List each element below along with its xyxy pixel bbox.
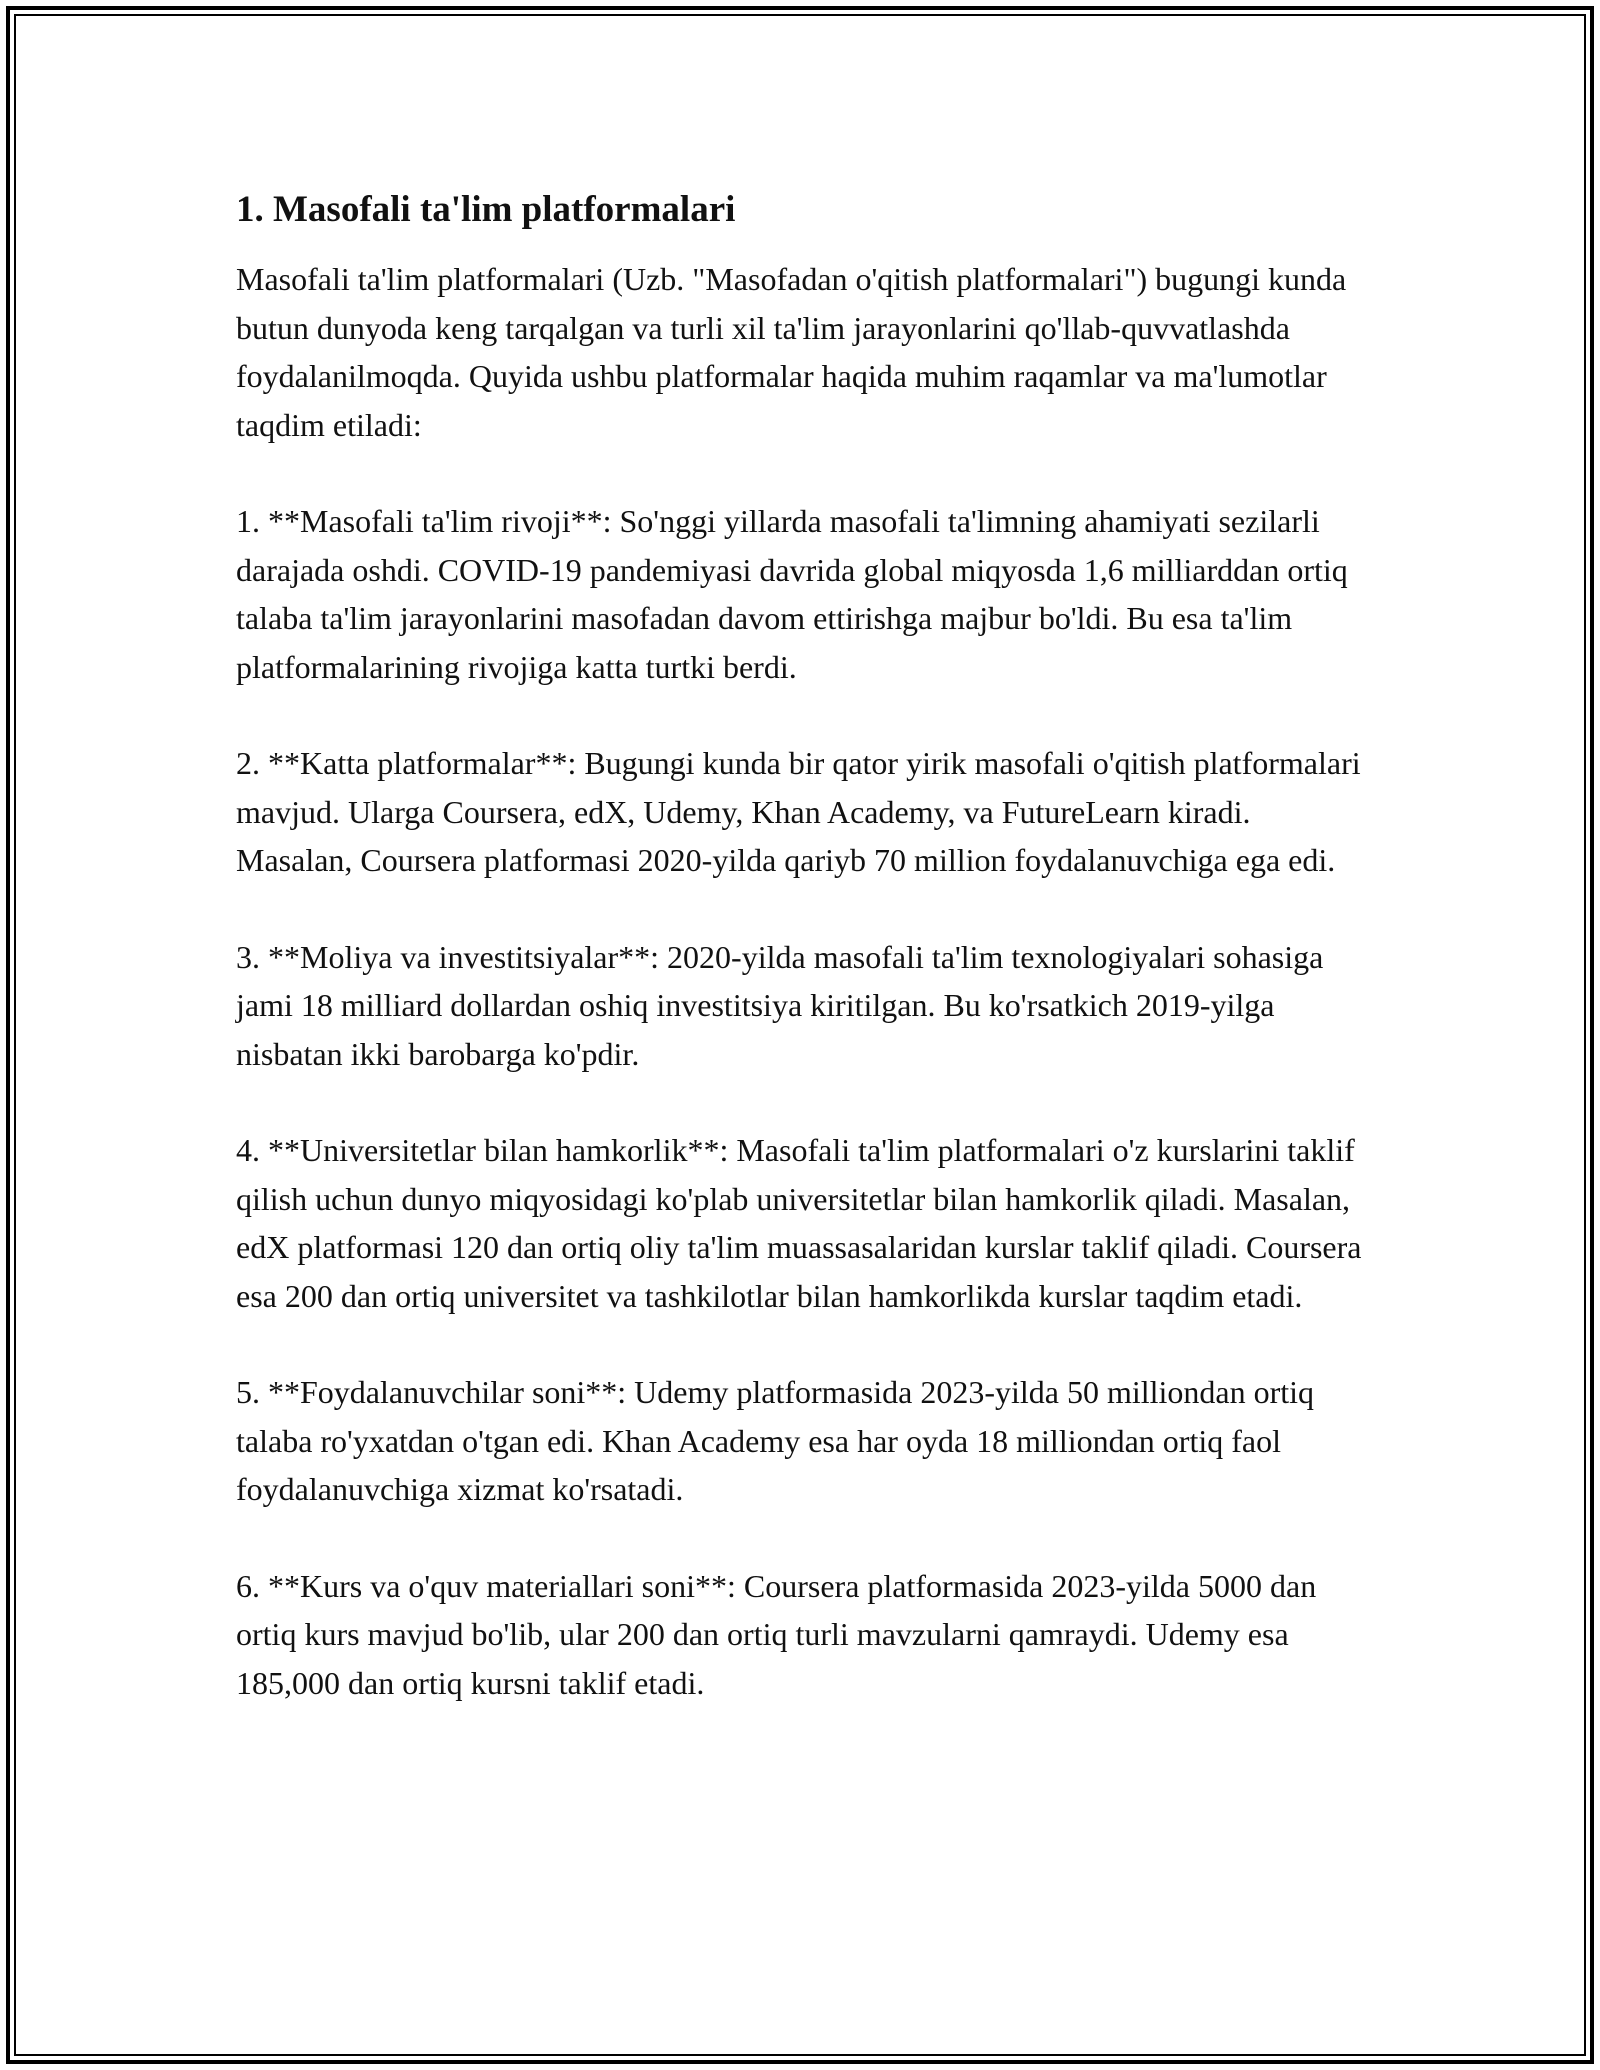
- paragraph-item-3: 3. **Moliya va investitsiyalar**: 2020-yilda masofali ta'lim texnologiyalari sohasiga jami 18 milliard dollardan oshiq investitsiya kiritilgan. Bu ko'rsatkich 2019-yilga nisbatan ikki barobarga ko'pdir.: [236, 938, 1324, 1072]
- paragraph-item-1: 1. **Masofali ta'lim rivoji**: So'nggi yillarda masofali ta'limning ahamiyati sezilarli darajada oshdi. COVID-19 pandemiyasi davrida global miqyosda 1,6 milliarddan ortiq talaba ta'lim jarayonlarini masofadan davom ettirishga majbur bo'ldi. Bu esa ta'lim platformalarining rivojiga katta turtki berdi.: [236, 503, 1348, 685]
- intro-paragraph: Masofali ta'lim platformalari (Uzb. "Masofadan o'qitish platformalari") bugungi kunda butun dunyoda keng tarqalgan va turli xil ta'lim jarayonlarini qo'llab-quvvatlashda foydalanilmoqda. Quyida ushbu platformalar haqida muhim raqamlar va ma'lumotlar taqdim etiladi:: [236, 261, 1347, 443]
- paragraph-item-5: 5. **Foydalanuvchilar soni**: Udemy platformasida 2023-yilda 50 milliondan ortiq talaba ro'yxatdan o'tgan edi. Khan Academy esa har oyda 18 milliondan ortiq faol foydalanuvchiga xizmat ko'rsatadi.: [236, 1374, 1315, 1507]
- paragraph-item-4: 4. **Universitetlar bilan hamkorlik**: Masofali ta'lim platformalari o'z kurslarini taklif qilish uchun dunyo miqyosidagi ko'plab universitetlar bilan hamkorlik qiladi. Masalan, edX platformasi 120 dan ortiq oliy ta'lim muassasalaridan kurslar taklif qiladi. Coursera esa 200 dan ortiq universitet va tashkilotlar bilan hamkorlikda kurslar taqdim etadi.: [236, 1132, 1362, 1314]
- paragraph-item-2: 2. **Katta platformalar**: Bugungi kunda bir qator yirik masofali o'qitish platformalari mavjud. Ularga Coursera, edX, Udemy, Khan Academy, va FutureLearn kiradi. Masalan, Coursera platformasi 2020-yilda qariyb 70 million foydalanuvchiga ega edi.: [236, 745, 1361, 878]
- paragraph-item-6: 6. **Kurs va o'quv materiallari soni**: Coursera platformasida 2023-yilda 5000 dan ortiq kurs mavjud bo'lib, ular 200 dan ortiq turli mavzularni qamraydi. Udemy esa 185,000 dan ortiq kursni taklif etadi.: [236, 1567, 1317, 1701]
- document-body: [236, 186, 1366, 1707]
- document-title: 1. Masofali ta'lim platformalari: [236, 189, 736, 230]
